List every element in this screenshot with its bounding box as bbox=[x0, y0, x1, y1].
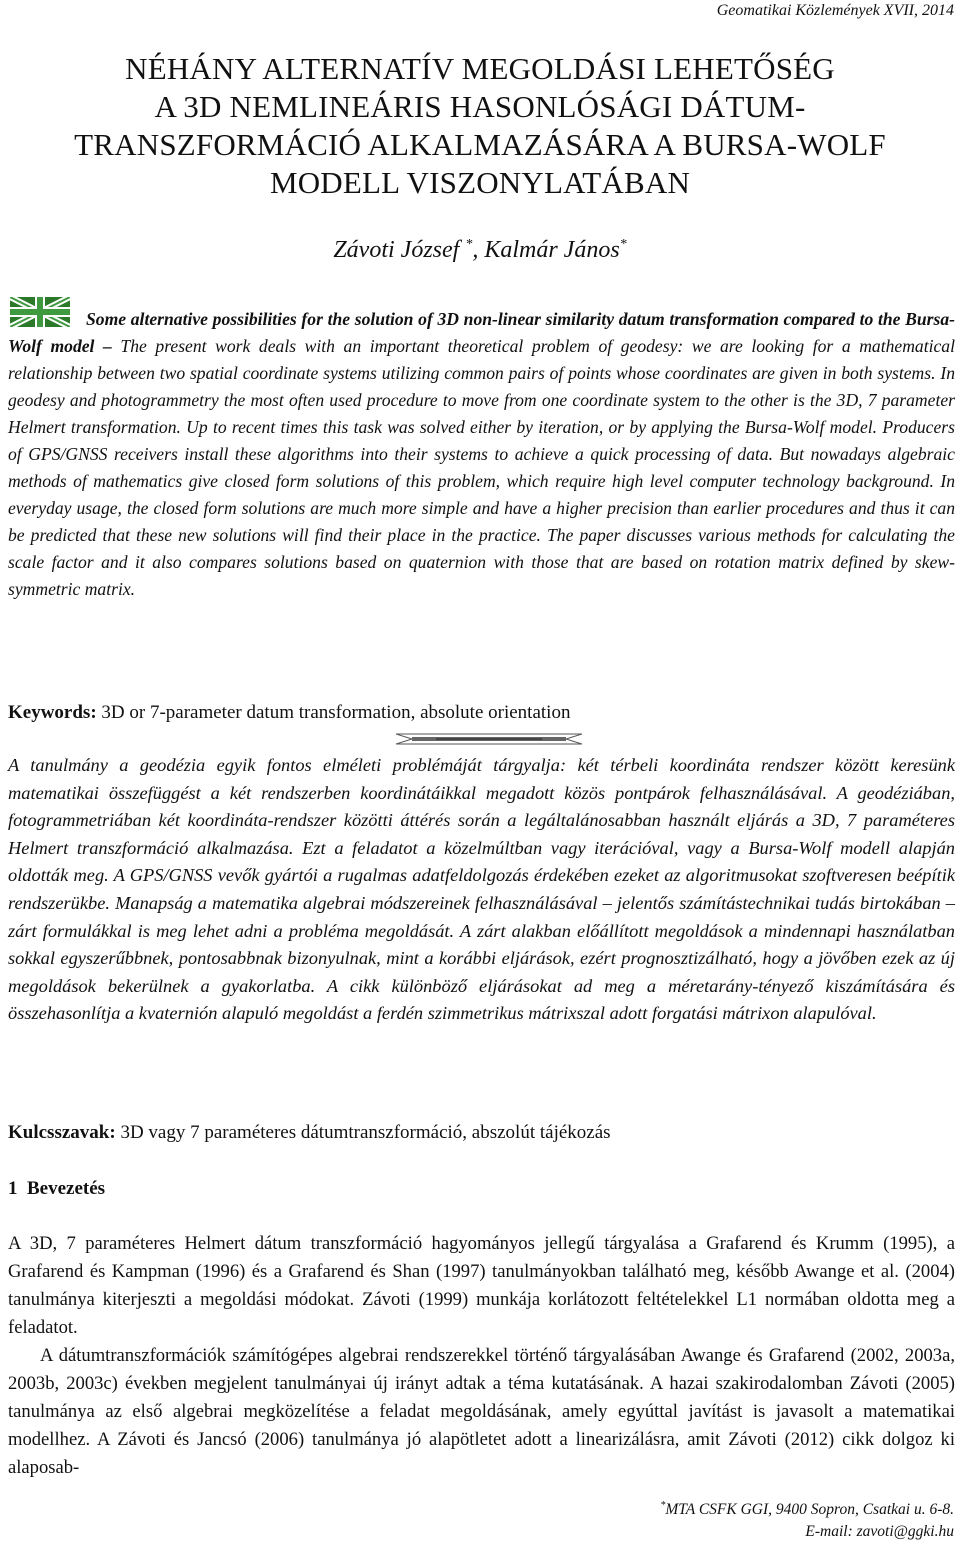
author-2: Kalmár János bbox=[484, 237, 620, 263]
hungarian-abstract: A tanulmány a geodézia egyik fontos elméleti problémáját tárgyalja: két térbeli koordináta rendszer között keresünk matematikai összefüggést a két rendszerben koordinátáikkal megadott közös pontpárok felhasználásával. A geodéziában, fotogrammetriában két koordináta-rendszer közötti áttérés során a legáltalánosabban használt eljárás a 3D, 7 paraméteres Helmert transzformáció alkalmazása. Ezt a feladatot a közelmúltban vagy iterációval, vagy a Bursa-Wolf modell alapján oldották meg. A GPS/GNSS vevők gyártói a rugalmas adatfeldolgozás érdekében ezeket az algoritmusokat szoftveresen beépítik rendszerükbe. Manapság a matematika algebrai módszereinek felhasználásával – jelentős számítástechnikai tudás birtokában – zárt formulákkal is meg lehet adni a probléma megoldását. A zárt alakban előállított megoldások a mindennapi használatban sokkal egyszerűbbnek, pontosabbnak bizonyulnak, mint a korábbi eljárások, ezért prognosztizálható, hogy a jövőben ezek az új megoldások bekerülnek a gyakorlatba. A cikk különböző eljárásokat ad meg a méretarány-tényező kiszámítására és összehasonlítja a kvaternión alapuló megoldást a ferdén szimmetrikus mátrixszal adott forgatási mátrixon alapulóval. bbox=[8, 755, 955, 1024]
footnote bbox=[660, 1495, 954, 1543]
english-keywords bbox=[8, 699, 955, 727]
keywords-text: 3D or 7-parameter datum transformation, absolute orientation bbox=[96, 702, 571, 723]
kulcsszavak-label: Kulcsszavak: bbox=[8, 1122, 116, 1143]
footnote-affiliation: MTA CSFK GGI, 9400 Sopron, Csatkai u. 6-8. bbox=[665, 1501, 954, 1519]
english-abstract-title: Some alternative possibilities for the solution of 3D non-linear similarity datum transformation compared to the Bursa-Wolf model – bbox=[8, 309, 955, 356]
footnote-email: E-mail: zavoti@ggki.hu bbox=[805, 1523, 954, 1541]
footnote-mark: * bbox=[660, 1500, 666, 1511]
footnote-affiliation-line bbox=[660, 1495, 954, 1521]
english-abstract bbox=[8, 306, 955, 603]
section-heading: 1 Bevezetés bbox=[8, 1178, 106, 1199]
journal-header: Geomatikai Közlemények XVII, 2014 bbox=[716, 2, 954, 19]
kulcsszavak-text: 3D vagy 7 paraméteres dátumtranszformáció, abszolút tájékozás bbox=[115, 1122, 611, 1143]
ornamental-divider bbox=[396, 732, 582, 746]
paragraph-1: A 3D, 7 paraméteres Helmert dátum transzformáció hagyományos jellegű tárgyalása a Grafarend és Krumm (1995), a Grafarend és Kampman (1996) és a Grafarend és Shan (1997) tanulmányokban található meg, később Awange et al. (2004) tanulmánya kiterjeszti a megoldási módokat. Závoti (1999) munkája korlátozott feltételekkel L1 normában oldotta meg a feladatot. bbox=[8, 1233, 955, 1338]
author-2-mark: * bbox=[619, 237, 627, 252]
paper-title bbox=[0, 50, 960, 202]
authors bbox=[0, 228, 960, 267]
keywords-label: Keywords: bbox=[8, 702, 97, 723]
title-line-1: NÉHÁNY ALTERNATÍV MEGOLDÁSI LEHETŐSÉG bbox=[125, 51, 835, 86]
title-line-2: A 3D NEMLINEÁRIS HASONLÓSÁGI DÁTUM- bbox=[154, 89, 806, 124]
title-line-3: TRANSZFORMÁCIÓ ALKALMAZÁSÁRA A BURSA-WOLF bbox=[74, 127, 886, 162]
paragraph-2: A dátumtranszformációk számítógépes algebrai rendszerekkel történő tárgyalásában Awange és Grafarend (2002, 2003a, 2003b, 2003c) években megjelent tanulmányai új irányt adtak a téma kutatásának. A hazai szakirodalomban Závoti (2005) tanulmánya az első algebrai megközelítése a feladat megoldásának, amely egyúttal javítást is javasolt a matematikai modellhez. A Závoti és Jancsó (2006) tanulmánya jó alapötletet adott a linearizálásra, amit Závoti (2012) cikk dolgoz ki alaposab- bbox=[8, 1345, 955, 1478]
body-text bbox=[8, 1230, 955, 1482]
hungarian-keywords bbox=[8, 1119, 955, 1147]
english-abstract-text: The present work deals with an important theoretical problem of geodesy: we are looking for a mathematical relationship between two spatial coordinate systems utilizing common pairs of points whose coordinates are given in both systems. In geodesy and photogrammetry the most often used procedure to move from one coordinate system to the other is the 3D, 7 parameter Helmert transformation. Up to recent times this task was solved either by iteration, or by applying the Bursa-Wolf model. Producers of GPS/GNSS receivers install these algorithms into their systems to achieve a quick processing of data. But nowadays algebraic methods of mathematics give closed form solutions of this problem, which require high level computer technology background. In everyday usage, the closed form solutions are much more simple and have a higher precision than earlier procedures and thus it can be predicted that these new solutions will find their place in the practice. The paper discusses various methods for calculating the scale factor and it also compares solutions based on quaternion with those that are based on rotation matrix defined by skew-symmetric matrix. bbox=[8, 336, 955, 599]
title-line-4: MODELL VISZONYLATÁBAN bbox=[269, 165, 691, 200]
author-1: Závoti József bbox=[333, 237, 460, 263]
author-1-mark: * bbox=[465, 237, 473, 252]
author-separator: , bbox=[472, 237, 485, 263]
